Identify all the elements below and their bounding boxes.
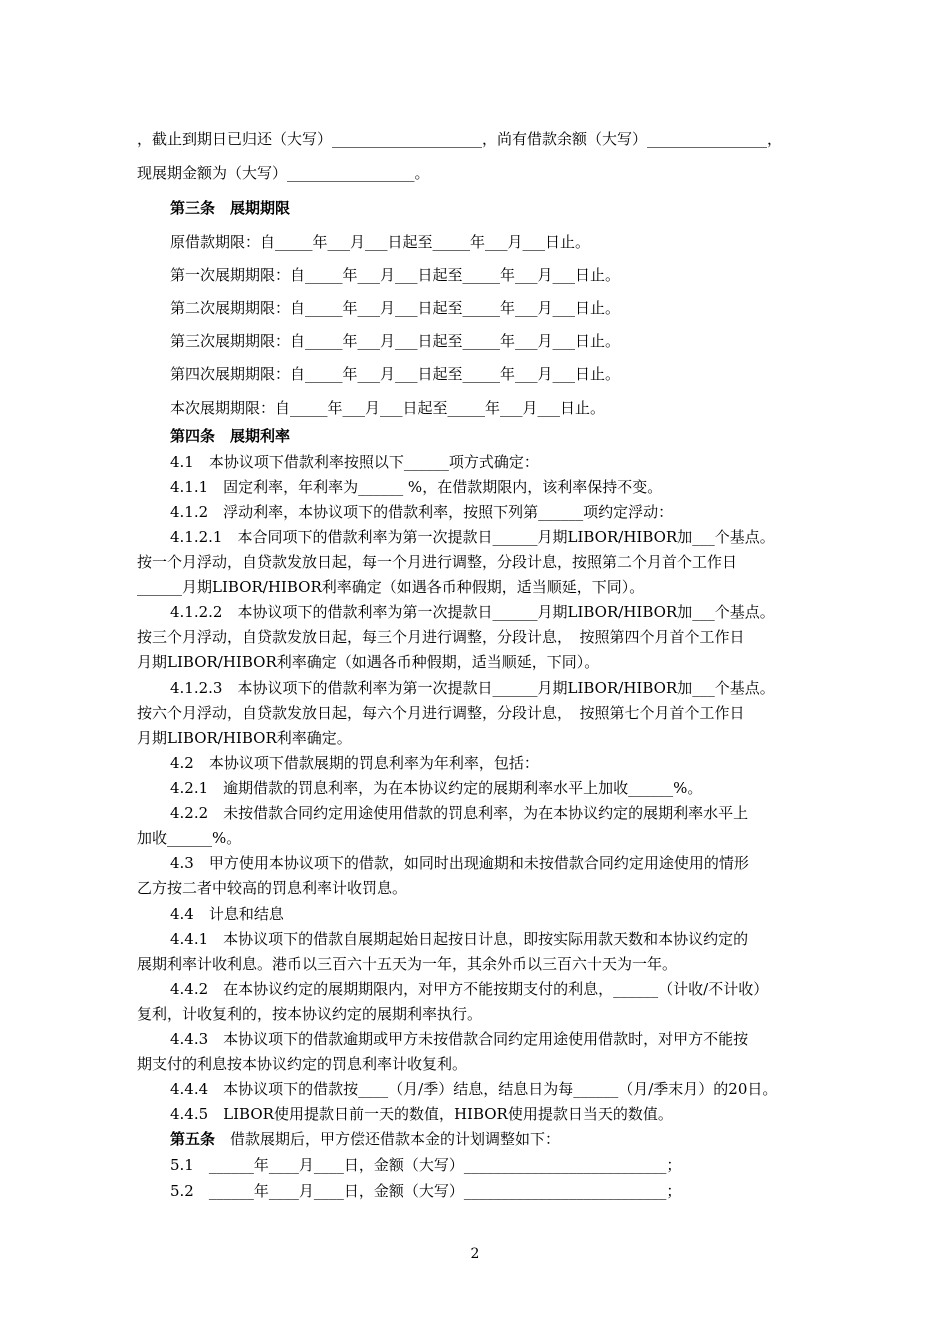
text-line: 月期LIBOR/HIBOR利率确定。 (137, 729, 352, 747)
text-line: 按三个月浮动，自贷款发放日起，每三个月进行调整，分段计息， 按照第四个月首个工作日 (137, 628, 745, 646)
text-line: 乙方按二者中较高的罚息利率计收罚息。 (137, 879, 408, 897)
text-line: 本次展期期限：自_____年___月___日起至_____年___月___日止。 (170, 399, 606, 417)
text-line: 4.1.2.1 本合同项下的借款利率为第一次提款日______月期LIBOR/HIBOR加___个基点。 (170, 528, 775, 546)
text-line: 展期利率计收利息。港币以三百六十五天为一年，其余外币以三百六十天为一年。 (137, 955, 678, 973)
page-number: 2 (470, 1246, 480, 1262)
text-line: 按一个月浮动，自贷款发放日起，每一个月进行调整，分段计息，按照第二个月首个工作日 (137, 553, 738, 571)
text-line: 4.2.2 未按借款合同约定用途使用借款的罚息利率，为在本协议约定的展期利率水平上 (170, 804, 749, 822)
text-line: 期支付的利息按本协议约定的罚息利率计收复利。 (137, 1055, 468, 1073)
text-line: 按六个月浮动，自贷款发放日起，每六个月进行调整，分段计息， 按照第七个月首个工作日 (137, 704, 745, 722)
article-heading: 第五条 借款展期后，甲方偿还借款本金的计划调整如下： (170, 1130, 561, 1148)
text-line: 4.4 计息和结息 (170, 905, 284, 923)
text-line: 4.1.1 固定利率，年利率为______ %，在借款期限内，该利率保持不变。 (170, 478, 663, 496)
text-line: 5.2 ______年____月____日，金额（大写）___________________________； (170, 1182, 682, 1200)
text-line: 4.4.1 本协议项下的借款自展期起始日起按日计息，即按实际用款天数和本协议约定的 (170, 930, 749, 948)
text-line: 4.4.3 本协议项下的借款逾期或甲方未按借款合同约定用途使用借款时，对甲方不能按 (170, 1030, 749, 1048)
text-line: 4.2.1 逾期借款的罚息利率，为在本协议约定的展期利率水平上加收______%。 (170, 779, 703, 797)
article-heading: 第三条 展期期限 (170, 199, 291, 217)
article-heading: 第四条 展期利率 (170, 427, 291, 445)
text-line: 4.3 甲方使用本协议项下的借款，如同时出现逾期和未按借款合同约定用途使用的情形 (170, 854, 749, 872)
text-line: 4.1 本协议项下借款利率按照以下______项方式确定： (170, 453, 539, 471)
text-line: 第三次展期期限：自_____年___月___日起至_____年___月___日止。 (170, 332, 621, 350)
text-line: 现展期金额为（大写）_________________。 (137, 164, 430, 182)
text-line: 4.2 本协议项下借款展期的罚息利率为年利率，包括： (170, 754, 539, 772)
text-line: 4.4.4 本协议项下的借款按____（月/季）结息，结息日为每______（月/季末月）的20日。 (170, 1080, 778, 1098)
text-line: 原借款期限：自_____年___月___日起至_____年___月___日止。 (170, 233, 591, 251)
text-line: 第二次展期期限：自_____年___月___日起至_____年___月___日止。 (170, 299, 621, 317)
text-line: 4.4.2 在本协议约定的展期期限内，对甲方不能按期支付的利息，______（计收/不计收） (170, 980, 769, 998)
text-line: 4.4.5 LIBOR使用提款日前一天的数值，HIBOR使用提款日当天的数值。 (170, 1105, 673, 1123)
text-line: 月期LIBOR/HIBOR利率确定（如遇各币种假期，适当顺延，下同）。 (137, 653, 600, 671)
text-line: 4.1.2 浮动利率，本协议项下的借款利率，按照下列第______项约定浮动： (170, 503, 674, 521)
text-line: 4.1.2.3 本协议项下的借款利率为第一次提款日______月期LIBOR/HIBOR加___个基点。 (170, 679, 775, 697)
text-line: 第四次展期期限：自_____年___月___日起至_____年___月___日止。 (170, 365, 621, 383)
text-line: ______月期LIBOR/HIBOR利率确定（如遇各币种假期，适当顺延，下同）。 (137, 578, 645, 596)
text-line: 复利，计收复利的，按本协议约定的展期利率执行。 (137, 1005, 483, 1023)
text-line: 5.1 ______年____月____日，金额（大写）___________________________； (170, 1156, 682, 1174)
text-line: 加收______%。 (137, 829, 242, 847)
text-line: 4.1.2.2 本协议项下的借款利率为第一次提款日______月期LIBOR/HIBOR加___个基点。 (170, 603, 775, 621)
text-line: ，截止到期日已归还（大写）____________________，尚有借款余额（大写）________________， (137, 130, 783, 148)
text-line: 第一次展期期限：自_____年___月___日起至_____年___月___日止。 (170, 266, 621, 284)
